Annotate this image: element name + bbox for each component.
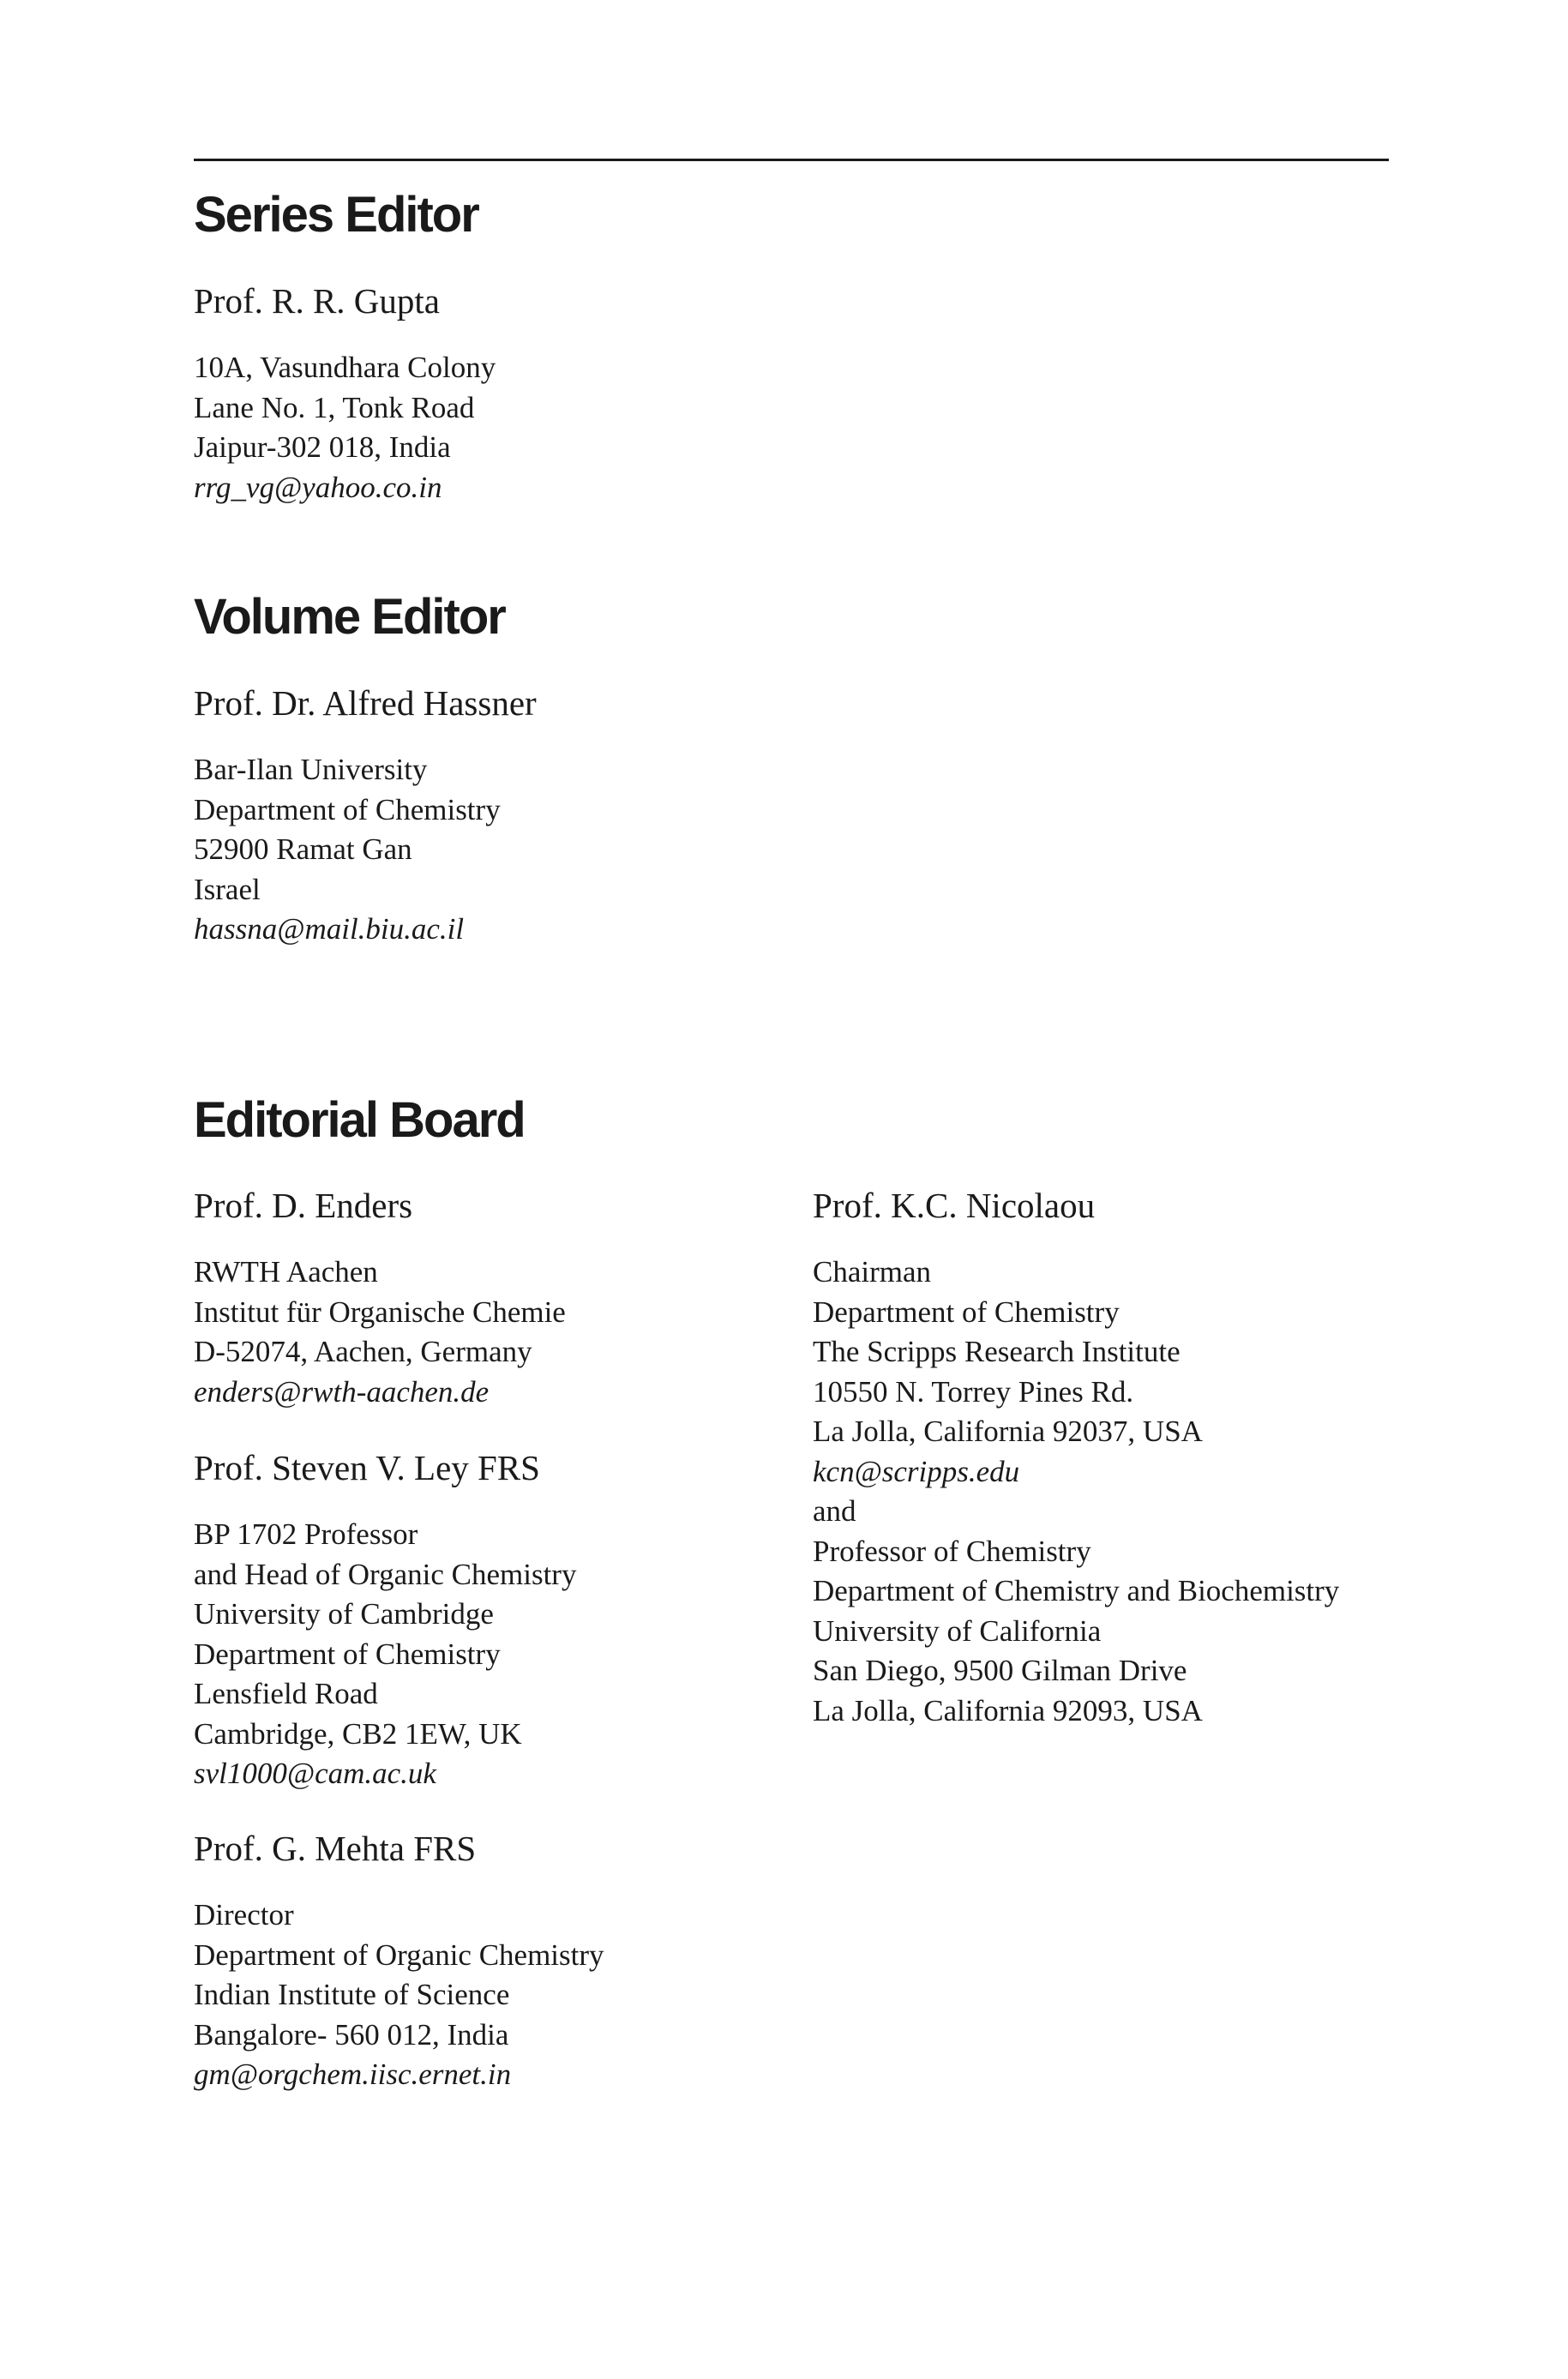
address-line: Lensfield Road	[194, 1677, 378, 1710]
address-line: Bangalore- 560 012, India	[194, 2017, 509, 2052]
address-line: The Scripps Research Institute	[813, 1335, 1181, 1368]
board-member-enders	[194, 1188, 566, 1412]
board-member-ley	[194, 1448, 577, 1794]
address-line: Department of Chemistry	[813, 1295, 1120, 1329]
address-line: Lane No. 1, Tonk Road	[194, 390, 475, 424]
member-email: gm@orgchem.iisc.ernet.in	[194, 2058, 512, 2091]
series-editor-name: Prof. R. R. Gupta	[194, 281, 440, 321]
series-editor-email: rrg_vg@yahoo.co.in	[194, 470, 442, 504]
member-email: kcn@scripps.edu	[813, 1454, 1020, 1488]
address-line: 52900 Ramat Gan	[194, 832, 412, 866]
member-name: Prof. G. Mehta FRS	[194, 1829, 477, 1868]
board-member-mehta	[194, 1831, 604, 2095]
member-email: svl1000@cam.ac.uk	[194, 1757, 436, 1790]
member-email: enders@rwth-aachen.de	[194, 1374, 490, 1409]
address-line: Director	[194, 1898, 294, 1931]
member-name: Prof. D. Enders	[194, 1186, 413, 1225]
address-line: and Head of Organic Chemistry	[194, 1557, 577, 1591]
address-line: San Diego, 9500 Gilman Drive	[813, 1654, 1187, 1687]
address-line: Cambridge, CB2 1EW, UK	[194, 1716, 522, 1751]
address-line: Department of Chemistry and Biochemistry	[813, 1574, 1340, 1607]
address-line: La Jolla, California 92037, USA	[813, 1415, 1203, 1448]
address-line: RWTH Aachen	[194, 1255, 378, 1289]
address-line: Institut für Organische Chemie	[194, 1295, 566, 1329]
series-editor-heading: Series Editor	[194, 187, 478, 243]
address-line: Professor of Chemistry	[813, 1534, 1091, 1568]
member-name: Prof. K.C. Nicolaou	[813, 1186, 1096, 1225]
series-editor-block	[194, 281, 496, 508]
address-line: D-52074, Aachen, Germany	[194, 1335, 532, 1368]
address-line: Bar-Ilan University	[194, 753, 428, 786]
volume-editor-block	[194, 683, 537, 950]
volume-editor-email: hassna@mail.biu.ac.il	[194, 912, 465, 946]
board-member-nicolaou	[813, 1188, 1339, 1731]
volume-editor-heading: Volume Editor	[194, 589, 505, 645]
address-line: Israel	[194, 872, 261, 906]
address-line: and	[813, 1494, 856, 1528]
address-line: 10550 N. Torrey Pines Rd.	[813, 1374, 1134, 1409]
member-name: Prof. Steven V. Ley FRS	[194, 1448, 540, 1487]
address-line: Department of Chemistry	[194, 792, 501, 826]
address-line: Department of Organic Chemistry	[194, 1937, 604, 1972]
address-line: University of California	[813, 1613, 1102, 1648]
volume-editor-name: Prof. Dr. Alfred Hassner	[194, 683, 537, 723]
address-line: Indian Institute of Science	[194, 1978, 510, 2011]
address-line: Jaipur-302 018, India	[194, 430, 451, 464]
address-line: La Jolla, California 92093, USA	[813, 1693, 1203, 1727]
address-line: Chairman	[813, 1255, 932, 1289]
address-line: BP 1702 Professor	[194, 1517, 418, 1551]
address-line: 10A, Vasundhara Colony	[194, 351, 496, 384]
top-rule	[194, 159, 1389, 161]
address-line: Department of Chemistry	[194, 1637, 501, 1671]
editorial-board-heading: Editorial Board	[194, 1092, 525, 1148]
address-line: University of Cambridge	[194, 1597, 494, 1631]
